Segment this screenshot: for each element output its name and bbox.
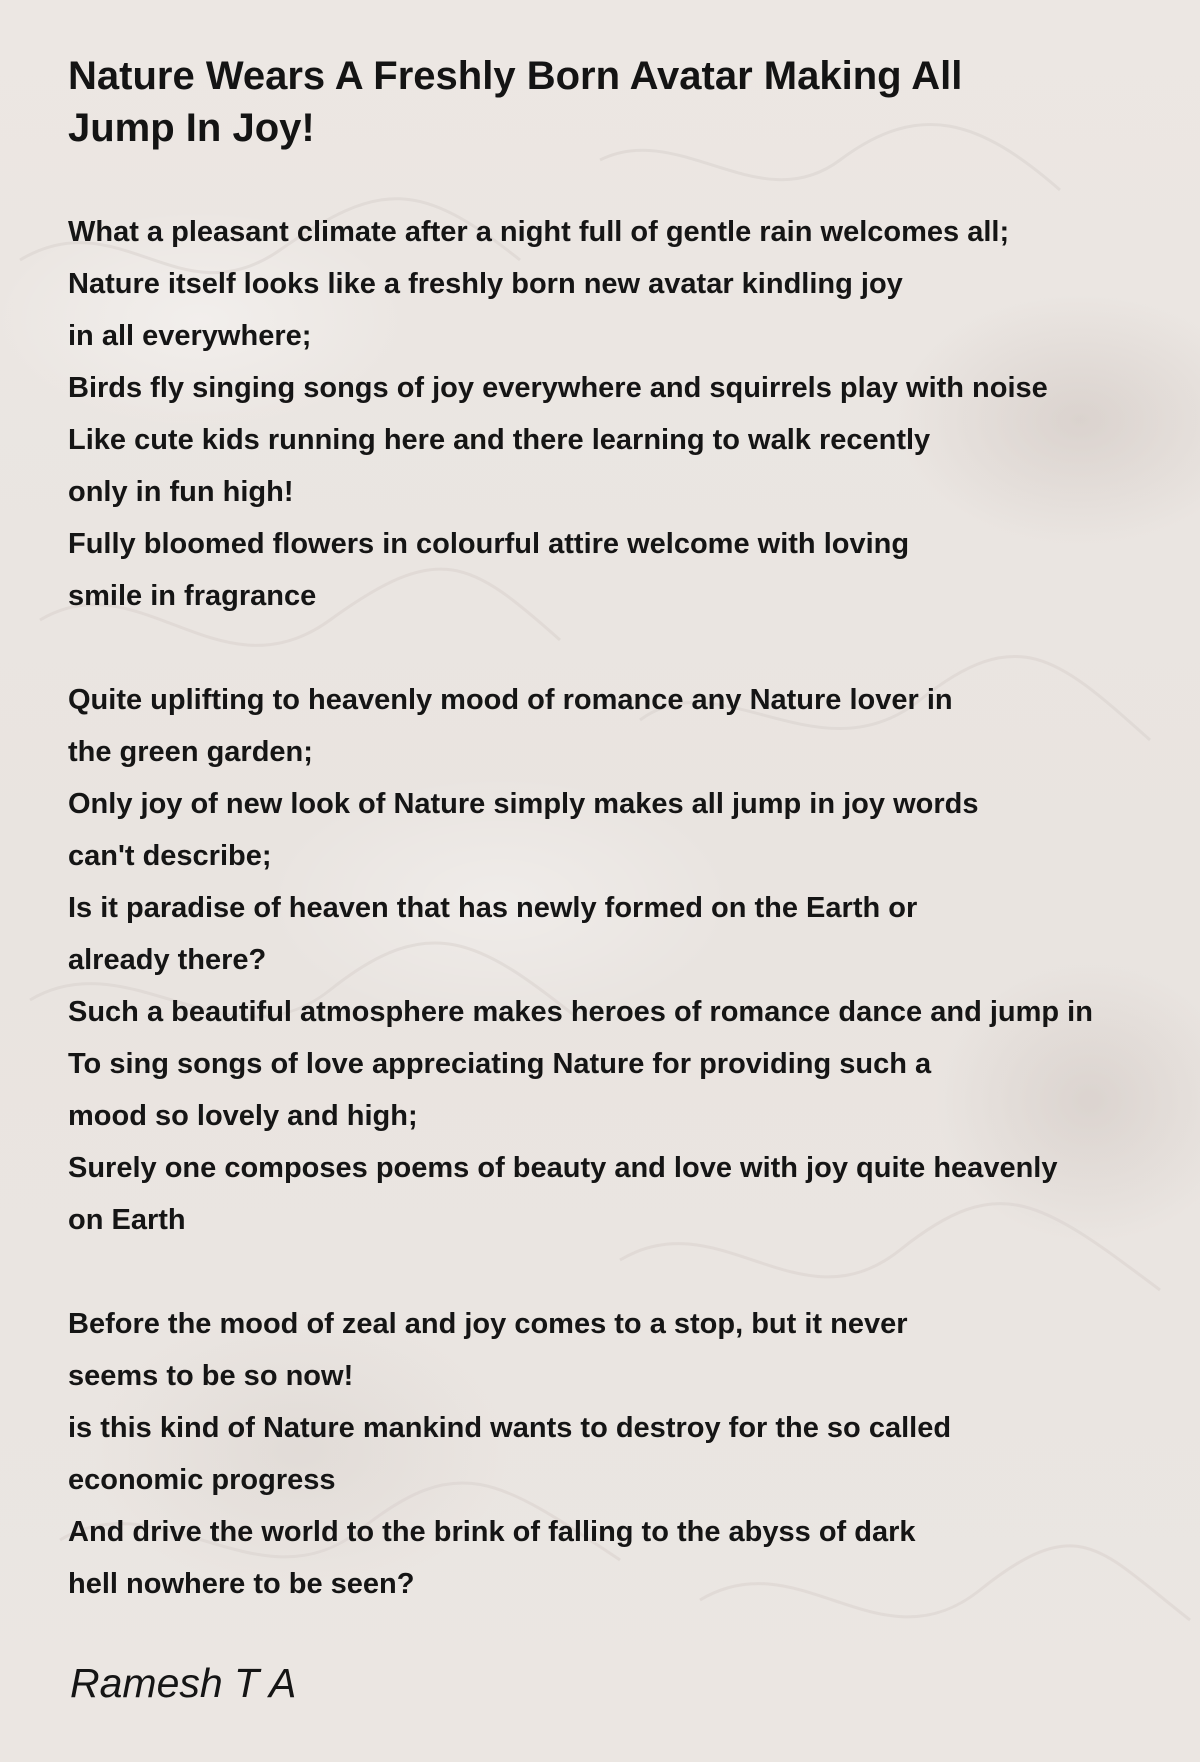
poem-line: Birds fly singing songs of joy everywhere and squirrels play with noise [68, 372, 1048, 404]
poem-line: Nature itself looks like a freshly born new avatar kindling joy [68, 268, 903, 300]
poem-line: mood so lovely and high; [68, 1100, 418, 1132]
poem-stanza [68, 206, 1200, 622]
poem-body [68, 206, 1200, 1610]
poem-line: To sing songs of love appreciating Nature for providing such a [68, 1048, 932, 1080]
poem-stanza [68, 1298, 1200, 1610]
poem-line: And drive the world to the brink of falling to the abyss of dark [68, 1516, 916, 1548]
poem-author: Ramesh T A [70, 1660, 297, 1706]
poem-line: seems to be so now! [68, 1360, 354, 1392]
poem-line: Like cute kids running here and there learning to walk recently [68, 424, 931, 456]
poem-line: in all everywhere; [68, 320, 312, 352]
poem-line: What a pleasant climate after a night full of gentle rain welcomes all; [68, 216, 1010, 248]
poem-line: is this kind of Nature mankind wants to destroy for the so called [68, 1412, 952, 1444]
poem-line: Quite uplifting to heavenly mood of romance any Nature lover in [68, 684, 953, 716]
poem-line: economic progress [68, 1464, 336, 1496]
poem-line: can't describe; [68, 840, 272, 872]
poem-line: hell nowhere to be seen? [68, 1568, 415, 1600]
poem-line: smile in fragrance [68, 580, 317, 612]
poem-line: Such a beautiful atmosphere makes heroes of romance dance and jump in [68, 996, 1093, 1028]
poem-line: Before the mood of zeal and joy comes to a stop, but it never [68, 1308, 908, 1340]
poem-line: only in fun high! [68, 476, 294, 508]
poem-line: Surely one composes poems of beauty and love with joy quite heavenly [68, 1152, 1058, 1184]
poem-container [68, 50, 1200, 1610]
poem-line: on Earth [68, 1204, 186, 1236]
poem-line: already there? [68, 944, 267, 976]
poem-line: Fully bloomed flowers in colourful attire welcome with loving [68, 528, 910, 560]
poem-stanza [68, 674, 1200, 1246]
poem-line: Only joy of new look of Nature simply makes all jump in joy words [68, 788, 979, 820]
poem-line: the green garden; [68, 736, 313, 768]
poem-line: Is it paradise of heaven that has newly formed on the Earth or [68, 892, 918, 924]
poem-title: Nature Wears A Freshly Born Avatar Making All Jump In Joy! [68, 54, 963, 150]
